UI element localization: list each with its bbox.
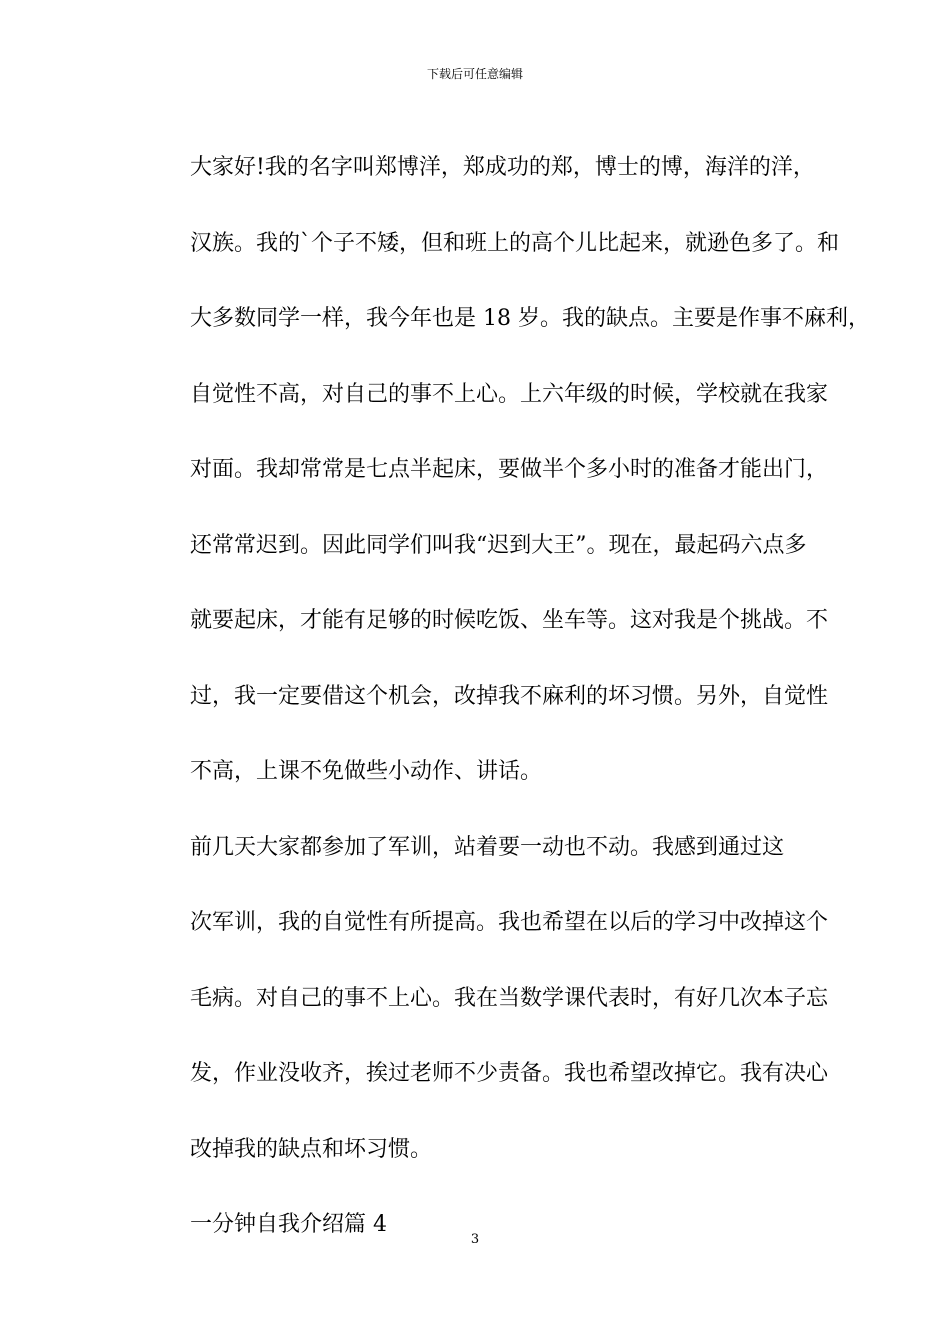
section-heading — [146, 1187, 826, 1263]
heading-text: 一分钟自我介绍篇 4 — [190, 1212, 387, 1237]
paragraph-2 — [146, 810, 829, 1188]
text-line: 大多数同学一样，我今年也是 18 岁。我的缺点。主要是作事不麻利， — [190, 306, 870, 331]
document-body — [146, 130, 870, 1263]
text-line: 自觉性不高，对自己的事不上心。上六年级的时候，学校就在我家 — [190, 381, 829, 407]
text-line: 改掉我的缺点和坏习惯。 — [190, 1136, 433, 1162]
text-line: 还常常迟到。因此同学们叫我“迟到大王”。现在，最起码六点多 — [190, 532, 807, 558]
page-number: 3 — [470, 1232, 480, 1247]
paragraph-1 — [146, 130, 870, 810]
text-line: 前几天大家都参加了军训，站着要一动也不动。我感到通过这 — [190, 834, 785, 860]
text-line: 毛病。对自己的事不上心。我在当数学课代表时，有好几次本子忘 — [190, 985, 829, 1011]
text-line: 就要起床，才能有足够的时候吃饭、坐车等。这对我是个挑战。不 — [190, 608, 829, 633]
text-line: 大家好!我的名字叫郑博洋，郑成功的郑，博士的博，海洋的洋， — [190, 155, 815, 180]
text-line: 对面。我却常常是七点半起床，要做半个多小时的准备才能出门， — [190, 457, 829, 482]
text-line: 不高，上课不免做些小动作、讲话。 — [190, 759, 543, 784]
text-line: 发，作业没收齐，挨过老师不少责备。我也希望改掉它。我有决心 — [190, 1061, 829, 1086]
text-line: 过，我一定要借这个机会，改掉我不麻利的坏习惯。另外，自觉性 — [190, 683, 829, 709]
text-line: 次军训，我的自觉性有所提高。我也希望在以后的学习中改掉这个 — [190, 910, 829, 935]
text-line: 汉族。我的`个子不矮，但和班上的高个儿比起来，就逊色多了。和 — [190, 230, 840, 256]
page-header: 下载后可任意编辑 — [426, 67, 523, 81]
